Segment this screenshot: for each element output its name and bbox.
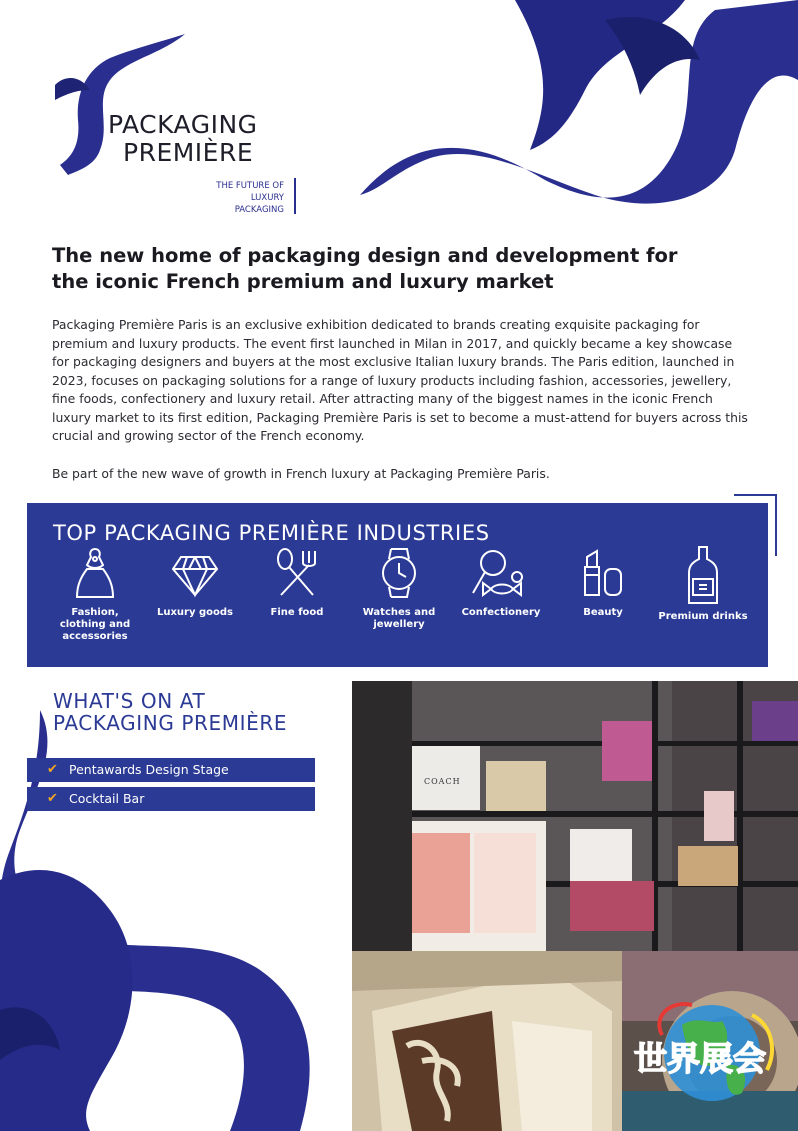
industry-watches — [351, 545, 447, 631]
watermark-text: 世界展会 — [634, 1039, 766, 1078]
watermark-logo — [632, 995, 798, 1105]
whats-on-title: WHAT'S ON AT PACKAGING PREMIÈRE — [53, 689, 288, 735]
industry-label: Luxury goods — [156, 607, 233, 618]
industry-label: Fashion, clothing and accessories — [59, 607, 131, 642]
industry-label: Beauty — [583, 607, 623, 618]
industries-title: TOP PACKAGING PREMIÈRE INDUSTRIES — [53, 521, 490, 545]
check-icon: ✔ — [47, 762, 58, 777]
intro-closing-line: Be part of the new wave of growth in French luxury at Packaging Première Paris. — [52, 466, 550, 481]
bottle-icon — [685, 545, 721, 605]
watch-icon — [377, 545, 421, 601]
candy-icon — [469, 545, 533, 601]
tagline-accent-bar — [294, 178, 296, 214]
industries-band — [27, 503, 768, 667]
laser-cut-packaging-photo — [352, 951, 622, 1131]
industry-label: Fine food — [270, 607, 324, 618]
lipstick-icon — [579, 545, 627, 601]
coach-box-label: COACH — [424, 777, 461, 786]
exhibition-shelf-photo — [352, 681, 798, 951]
whats-on-item: ✔ Pentawards Design Stage — [27, 758, 315, 782]
industry-fashion — [47, 545, 143, 643]
page-headline: The new home of packaging design and development for the iconic French premium and luxury market — [52, 244, 678, 293]
industry-luxury-goods — [147, 545, 243, 619]
industry-fine-food — [249, 545, 345, 619]
logo-tagline: THE FUTURE OF LUXURY PACKAGING — [216, 181, 284, 215]
diamond-icon — [171, 545, 219, 601]
industry-beauty — [555, 545, 651, 619]
intro-paragraph: Packaging Première Paris is an exclusive exhibition dedicated to brands creating exquisite packaging for premium and luxury products. The event first launched in Milan in 2017, and quickly became a key showcase for packaging designers and buyers at the most exclusive Italian luxury brands. The Paris edition, launched in 2023, focuses on packaging solutions for a range of luxury products including fashion, accessories, jewellery, fine foods, confectionery and luxury retail. After attracting many of the biggest names in the iconic French luxury market to its first edition, Packaging Première Paris is set to become a must-attend for buyers across this crucial and growing sector of the French economy. — [52, 317, 748, 443]
industry-premium-drinks — [655, 545, 751, 623]
dress-icon — [73, 545, 117, 601]
industry-label: Watches and jewellery — [362, 607, 436, 630]
industry-confectionery — [453, 545, 549, 619]
industry-label: Confectionery — [461, 607, 541, 618]
logo-wordmark-line1: PACKAGING — [108, 110, 258, 139]
ribbon-top-right-graphic — [355, 0, 798, 212]
whats-on-item: ✔ Cocktail Bar — [27, 787, 315, 811]
fork-spoon-icon — [273, 545, 321, 601]
industry-label: Premium drinks — [658, 611, 748, 622]
check-icon: ✔ — [47, 791, 58, 806]
logo-wordmark-line2: PREMIÈRE — [123, 138, 254, 167]
